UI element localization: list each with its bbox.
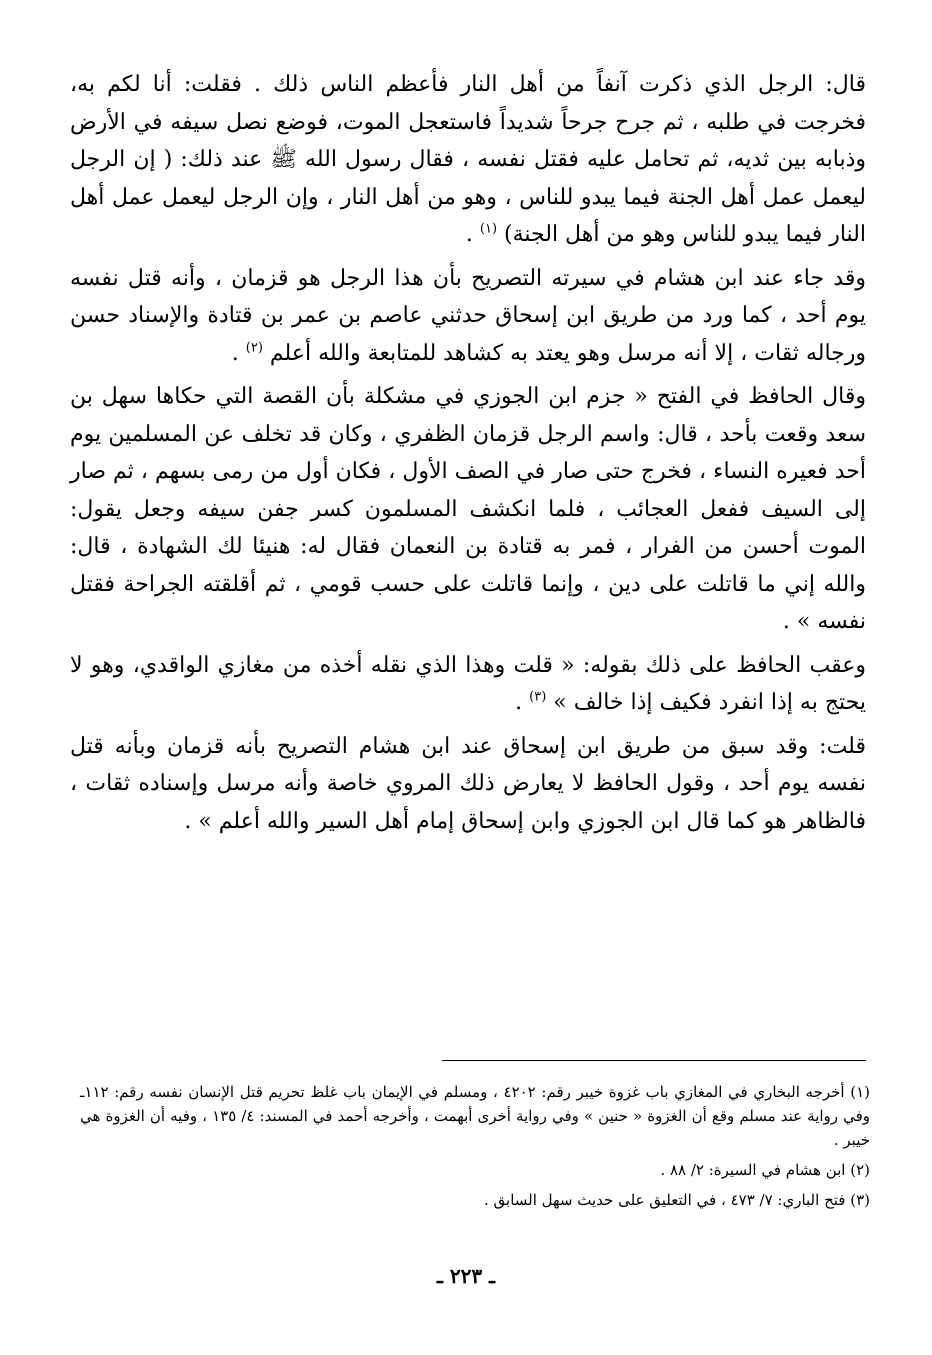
paragraph [70,260,866,373]
footnote: (١) أخرجه البخاري في المغازي باب غزوة خيبر رقم: ٤٢٠٢ ، ومسلم في الإيمان باب غلظ تحريم قتل الإنسان نفسه رقم: ١١٢ـ وفي رواية عند مسلم وقع أن الغزوة « حنين » وفي رواية أخرى أبهمت ، وأخرجه أحمد في المسند: ٤/ ١٣٥ ، وفيه أن الغزوة هي خيبر . [80,1083,870,1149]
paragraph [70,647,866,722]
footnote-ref: (٣) [529,689,547,705]
footnote: (٣) فتح الباري: ٧/ ٤٧٣ ، في التعليق على حديث سهل السابق . [483,1191,870,1209]
paragraph-tail: . [231,340,246,366]
paragraph-text: وقد جاء عند ابن هشام في سيرته التصريح بأن هذا الرجل هو قزمان ، وأنه قتل نفسه يوم أحد ، كما ورد من طريق ابن إسحاق حدثني عاصم بن عمر بن قتادة والإسناد حسن ورجاله ثقات ، إلا أنه مرسل وهو يعتد به كشاهد للمتابعة والله أعلم [70,265,866,366]
paragraph [70,66,866,254]
paragraph-text: وعقب الحافظ على ذلك بقوله: « قلت وهذا الذي نقله أخذه من مغازي الواقدي، وهو لا يحتج به إذا انفرد فكيف إذا خالف » [70,652,866,715]
paragraph [70,378,866,641]
paragraph-text: قال: الرجل الذي ذكرت آنفاً من أهل النار فأعظم الناس ذلك . فقلت: أنا لكم به، فخرجت في طلبه ، ثم جرح جرحاً شديداً فاستعجل الموت، فوضع نصل سيفه في الأرض وذبابه بين ثديه، ثم تحامل عليه فقتل نفسه ، فقال رسول الله ﷺ عند ذلك: ( إن الرجل ليعمل عمل أهل الجنة فيما يبدو للناس ، وهو من أهل النار ، وإن الرجل ليعمل عمل أهل النار فيما يبدو للناس وهو من أهل الجنة) [70,72,866,247]
paragraph-text: وقال الحافظ في الفتح « جزم ابن الجوزي في مشكلة بأن القصة التي حكاها سهل بن سعد وقعت بأحد ، قال: واسم الرجل قزمان الظفري ، وكان قد تخلف عن المسلمين يوم أحد فعيره النساء ، فخرج حتى صار في الصف الأول ، فكان أول من رمى بسهم ، ثم صار إلى السيف ففعل العجائب ، فلما انكشف المسلمون كسر جفن سيفه وجعل يقول: الموت أحسن من الفرار ، فمر به قتادة بن النعمان فقال له: هنيئا لك الشهادة ، قال: والله إني ما قاتلت على دين ، وإنما قاتلت على حسب قومي ، ثم أقلقته الجراحة فقتل نفسه » . [70,384,866,634]
footnote-ref: (١) [479,221,498,237]
page-number: ـ ٢٢٣ ـ [437,1264,495,1288]
paragraph-tail: . [515,690,530,715]
footnote-divider [442,1060,866,1061]
main-text [70,66,866,846]
paragraph-tail: . [465,222,480,247]
paragraph-text: قلت: وقد سبق من طريق ابن إسحاق عند ابن هشام التصريح بأنه قزمان وبأنه قتل نفسه يوم أحد ، وقول الحافظ لا يعارض ذلك المروي خاصة وأنه مرسل وإسناده ثقات ، فالظاهر هو كما قال ابن الجوزي وابن إسحاق إمام أهل السير والله أعلم » . [70,733,866,834]
footnote: (٢) ابن هشام في السيرة: ٢/ ٨٨ . [660,1161,870,1179]
footnote-ref: (٢) [245,340,263,356]
footnotes [80,1080,870,1218]
paragraph [70,728,866,841]
